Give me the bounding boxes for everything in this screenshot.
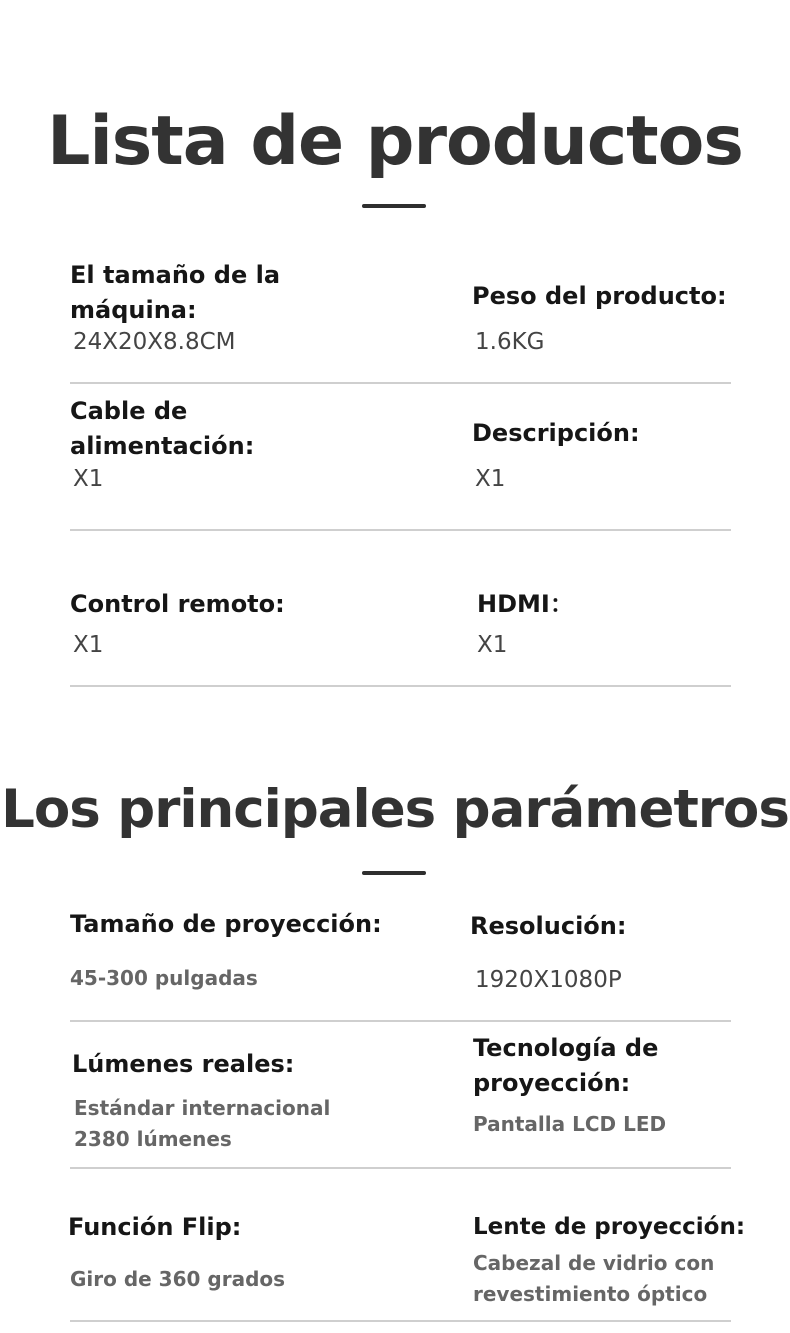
products-title-underline bbox=[362, 204, 426, 208]
spec-value-hdmi: X1 bbox=[477, 632, 508, 658]
spec-label-machine-size: El tamaño de la máquina: bbox=[70, 261, 281, 324]
spec-value-power-cable: X1 bbox=[73, 466, 104, 492]
param-value-lens: Cabezal de vidrio con revestimiento óptico bbox=[473, 1251, 715, 1306]
spec-value-machine-size: 24X20X8.8CM bbox=[73, 329, 236, 355]
spec-label-remote: Control remoto: bbox=[70, 590, 285, 618]
param-value-lumens: Estándar internacional 2380 lúmenes bbox=[74, 1096, 331, 1151]
divider bbox=[70, 529, 731, 531]
params-title: Los principales parámetros bbox=[1, 779, 789, 840]
param-label-resolution: Resolución: bbox=[470, 912, 627, 940]
param-value-flip: Giro de 360 grados bbox=[70, 1267, 286, 1291]
param-label-lumens: Lúmenes reales: bbox=[72, 1050, 295, 1078]
spec-value-remote: X1 bbox=[73, 632, 104, 658]
divider bbox=[70, 382, 731, 384]
divider bbox=[70, 1167, 731, 1169]
spec-label-hdmi: HDMI： bbox=[477, 590, 574, 618]
param-label-projection-size: Tamaño de proyección: bbox=[70, 910, 382, 938]
param-value-resolution: 1920X1080P bbox=[475, 967, 622, 993]
param-label-flip: Función Flip: bbox=[68, 1213, 242, 1241]
products-title: Lista de productos bbox=[47, 102, 743, 181]
param-label-lens: Lente de proyección: bbox=[473, 1214, 746, 1240]
divider bbox=[70, 1020, 731, 1022]
param-value-projection-tech: Pantalla LCD LED bbox=[473, 1112, 667, 1136]
divider bbox=[70, 1320, 731, 1322]
spec-value-weight: 1.6KG bbox=[475, 329, 545, 355]
spec-value-description: X1 bbox=[475, 466, 506, 492]
params-title-underline bbox=[362, 871, 426, 875]
spec-label-power-cable: Cable de alimentación: bbox=[70, 397, 255, 460]
param-label-projection-tech: Tecnología de proyección: bbox=[473, 1034, 659, 1097]
param-value-projection-size: 45-300 pulgadas bbox=[70, 966, 258, 990]
spec-label-weight: Peso del producto: bbox=[472, 282, 727, 310]
divider bbox=[70, 685, 731, 687]
spec-label-description: Descripción: bbox=[472, 419, 640, 447]
